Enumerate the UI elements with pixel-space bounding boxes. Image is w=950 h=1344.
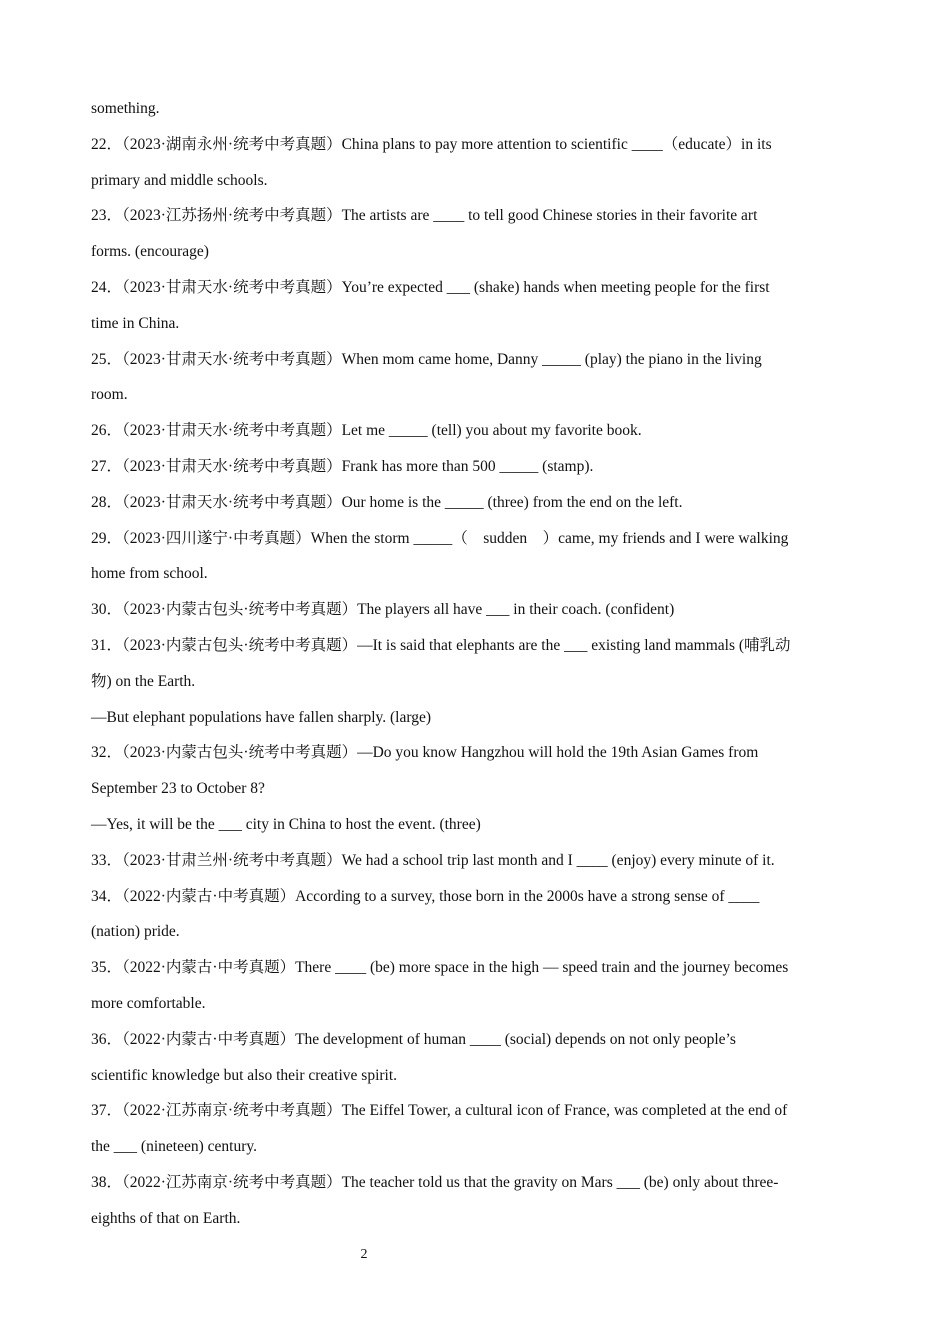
question-32: 32．（2023·内蒙古包头·统考中考真题）—Do you know Hangzhou will hold the 19th Asian Games from bbox=[91, 744, 759, 762]
question-23: 23．（2023·江苏扬州·统考中考真题）The artists are ____ to tell good Chinese stories in their favorite art bbox=[91, 207, 758, 225]
text-line: September 23 to October 8? bbox=[91, 780, 265, 798]
text-line: the ___ (nineteen) century. bbox=[91, 1138, 257, 1156]
text-line: primary and middle schools. bbox=[91, 171, 268, 189]
question-36: 36．（2022·内蒙古·中考真题）The development of human ____ (social) depends on not only people’s bbox=[91, 1030, 736, 1048]
question-35: 35．（2022·内蒙古·中考真题）There ____ (be) more space in the high — speed train and the journey becomes bbox=[91, 959, 789, 977]
question-34: 34．（2022·内蒙古·中考真题）According to a survey, those born in the 2000s have a strong sense of ____ bbox=[91, 887, 760, 905]
text-line: room. bbox=[91, 386, 128, 404]
text-line: eighths of that on Earth. bbox=[91, 1209, 241, 1227]
text-line: something. bbox=[91, 100, 160, 117]
question-30: 30．（2023·内蒙古包头·统考中考真题）The players all have ___ in their coach. (confident) bbox=[91, 601, 675, 619]
text-line: forms. (encourage) bbox=[91, 243, 209, 261]
question-37: 37．（2022·江苏南京·统考中考真题）The Eiffel Tower, a cultural icon of France, was completed at the end of bbox=[91, 1102, 788, 1120]
question-24: 24．（2023·甘肃天水·统考中考真题）You’re expected ___ (shake) hands when meeting people for the first bbox=[91, 278, 770, 296]
question-33: 33．（2023·甘肃兰州·统考中考真题）We had a school trip last month and I ____ (enjoy) every minute of it. bbox=[91, 851, 775, 869]
question-38: 38．（2022·江苏南京·统考中考真题）The teacher told us that the gravity on Mars ___ (be) only about three- bbox=[91, 1173, 779, 1191]
text-line: (nation) pride. bbox=[91, 923, 180, 941]
question-29: 29．（2023·四川遂宁·中考真题）When the storm _____（ sudden ）came, my friends and I were walking bbox=[91, 529, 789, 547]
question-26: 26．（2023·甘肃天水·统考中考真题）Let me _____ (tell) you about my favorite book. bbox=[91, 422, 642, 440]
text-line: scientific knowledge but also their creative spirit. bbox=[91, 1066, 398, 1084]
text-line: —Yes, it will be the ___ city in China to host the event. (three) bbox=[91, 815, 481, 833]
question-27: 27．（2023·甘肃天水·统考中考真题）Frank has more than 500 _____ (stamp). bbox=[91, 457, 594, 475]
question-31: 31．（2023·内蒙古包头·统考中考真题）—It is said that elephants are the ___ existing land mammals (哺乳动 bbox=[91, 636, 791, 654]
text-line: time in China. bbox=[91, 314, 180, 332]
question-22: 22．（2023·湖南永州·统考中考真题）China plans to pay more attention to scientific ____（educate）in its bbox=[91, 135, 772, 153]
question-28: 28．（2023·甘肃天水·统考中考真题）Our home is the _____ (three) from the end on the left. bbox=[91, 493, 683, 511]
text-line: more comfortable. bbox=[91, 994, 206, 1012]
text-line: —But elephant populations have fallen sharply. (large) bbox=[91, 708, 432, 726]
text-line: 物) on the Earth. bbox=[91, 672, 196, 690]
question-25: 25．（2023·甘肃天水·统考中考真题）When mom came home, Danny _____ (play) the piano in the living bbox=[91, 350, 762, 368]
document-body bbox=[91, 97, 861, 1243]
page-number: 2 bbox=[360, 1247, 368, 1262]
text-line: home from school. bbox=[91, 565, 208, 583]
